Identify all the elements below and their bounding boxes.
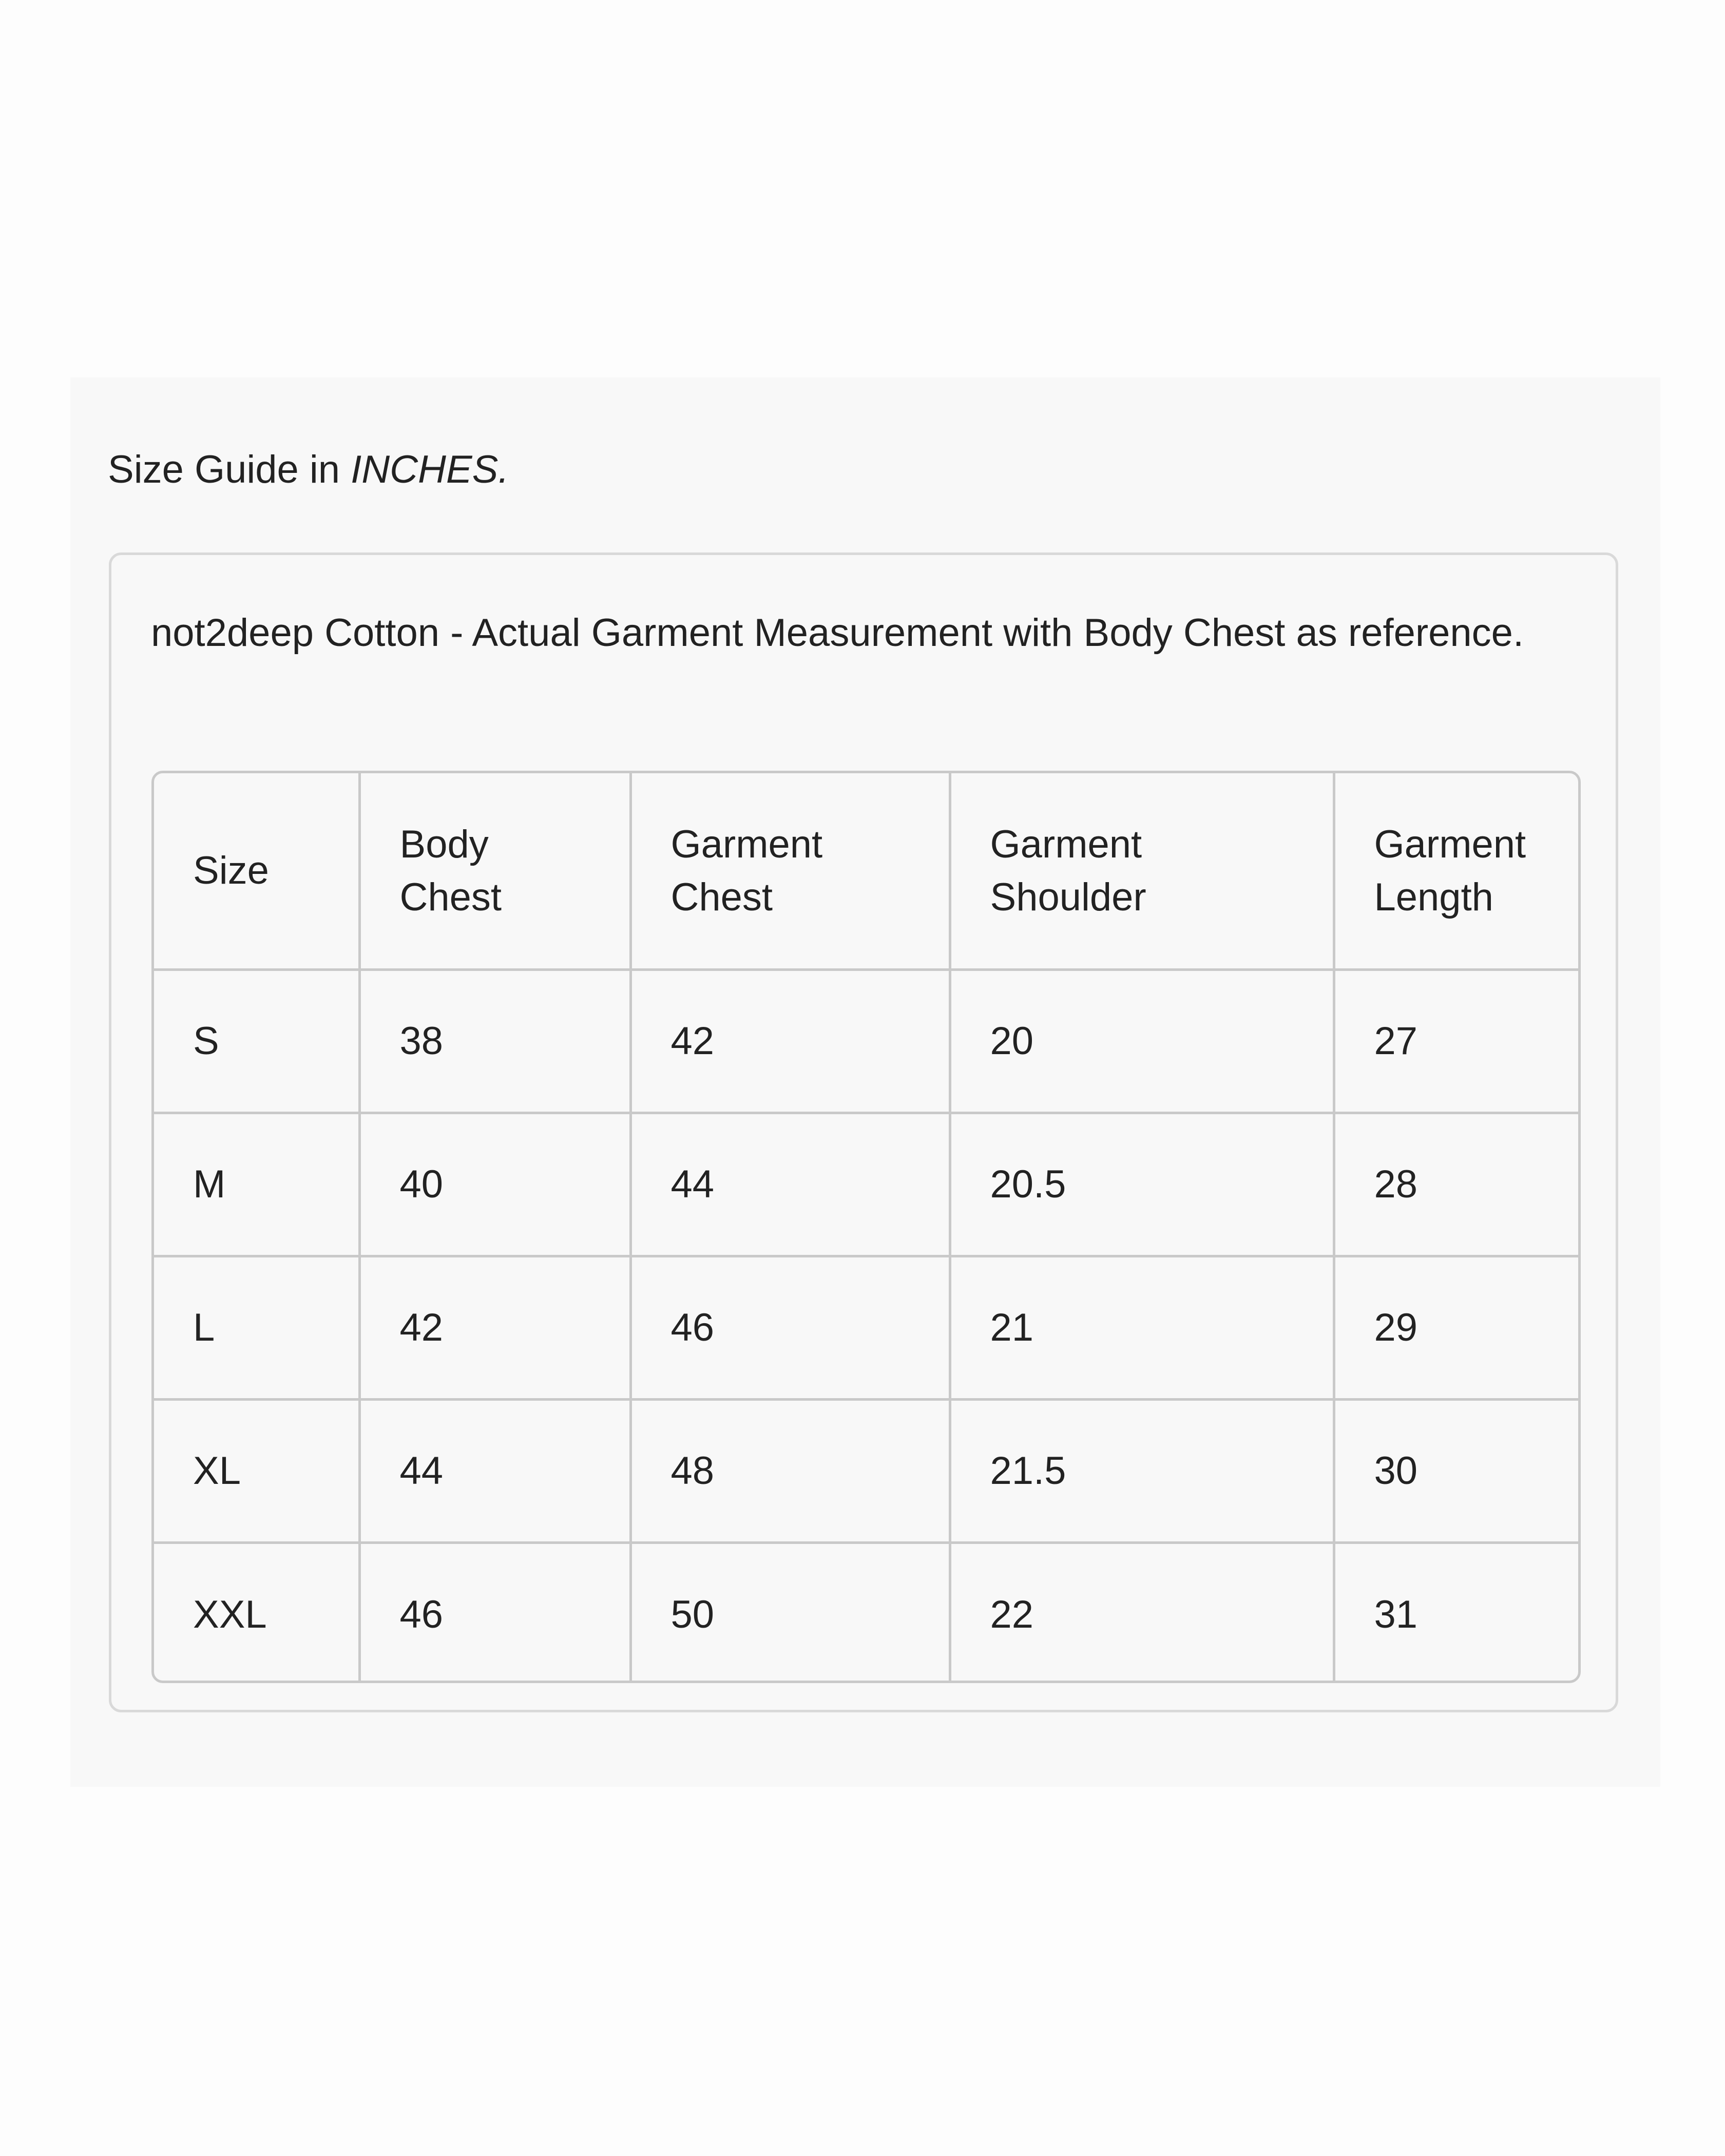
cell-garment-chest: 48 bbox=[630, 1399, 950, 1542]
cell-body-chest: 46 bbox=[359, 1542, 630, 1683]
measurement-description: not2deep Cotton - Actual Garment Measurement with Body Chest as reference. bbox=[151, 611, 1524, 655]
cell-size: XL bbox=[154, 1399, 359, 1542]
size-guide-panel bbox=[70, 377, 1660, 1787]
cell-garment-chest: 50 bbox=[630, 1542, 950, 1683]
table-row bbox=[154, 1399, 1578, 1542]
cell-garment-length: 29 bbox=[1334, 1256, 1578, 1399]
header-garment-shoulder bbox=[950, 773, 1334, 969]
header-line: Garment bbox=[990, 822, 1142, 866]
cell-body-chest: 40 bbox=[359, 1113, 630, 1256]
cell-body-chest: 42 bbox=[359, 1256, 630, 1399]
header-line: Body bbox=[399, 822, 489, 866]
header-size bbox=[154, 773, 359, 969]
header-line: Chest bbox=[399, 875, 502, 919]
header-line: Shoulder bbox=[990, 875, 1146, 919]
cell-garment-length: 31 bbox=[1374, 1593, 1418, 1637]
cell-garment-chest: 44 bbox=[630, 1113, 950, 1256]
cell-garment-shoulder: 20 bbox=[950, 969, 1334, 1113]
measurement-card bbox=[109, 552, 1618, 1712]
table-row bbox=[154, 1113, 1578, 1256]
header-garment-length bbox=[1334, 773, 1578, 969]
header-line: Chest bbox=[670, 875, 773, 919]
cell-body-chest: 44 bbox=[359, 1399, 630, 1542]
cell-garment-length: 30 bbox=[1334, 1399, 1578, 1542]
title-prefix: Size Guide in bbox=[108, 448, 351, 491]
cell-size: L bbox=[154, 1256, 359, 1399]
header-garment-chest bbox=[630, 773, 950, 969]
header-body-chest bbox=[359, 773, 630, 969]
cell-garment-shoulder: 22 bbox=[950, 1542, 1334, 1683]
table-row bbox=[154, 969, 1578, 1113]
table-row bbox=[154, 1542, 1578, 1683]
table-row bbox=[154, 1256, 1578, 1399]
cell-garment-shoulder: 21.5 bbox=[950, 1399, 1334, 1542]
cell-garment-chest: 42 bbox=[630, 969, 950, 1113]
header-line: Length bbox=[1374, 875, 1493, 919]
header-line: Size bbox=[193, 849, 269, 893]
cell-size: S bbox=[154, 969, 359, 1113]
cell-garment-length: 28 bbox=[1334, 1113, 1578, 1256]
title-unit: INCHES. bbox=[351, 448, 509, 491]
cell-garment-chest: 46 bbox=[630, 1256, 950, 1399]
cell-body-chest: 38 bbox=[359, 969, 630, 1113]
size-guide-title bbox=[108, 444, 509, 495]
cell-garment-length: 27 bbox=[1334, 969, 1578, 1113]
header-line: Garment bbox=[1374, 822, 1526, 866]
cell-garment-shoulder: 21 bbox=[950, 1256, 1334, 1399]
header-line: Garment bbox=[670, 822, 823, 866]
size-table bbox=[154, 773, 1578, 1683]
cell-garment-shoulder: 20.5 bbox=[950, 1113, 1334, 1256]
size-table-container bbox=[151, 771, 1581, 1683]
cell-size: M bbox=[154, 1113, 359, 1256]
cell-size: XXL bbox=[154, 1542, 359, 1683]
table-header-row bbox=[154, 773, 1578, 969]
